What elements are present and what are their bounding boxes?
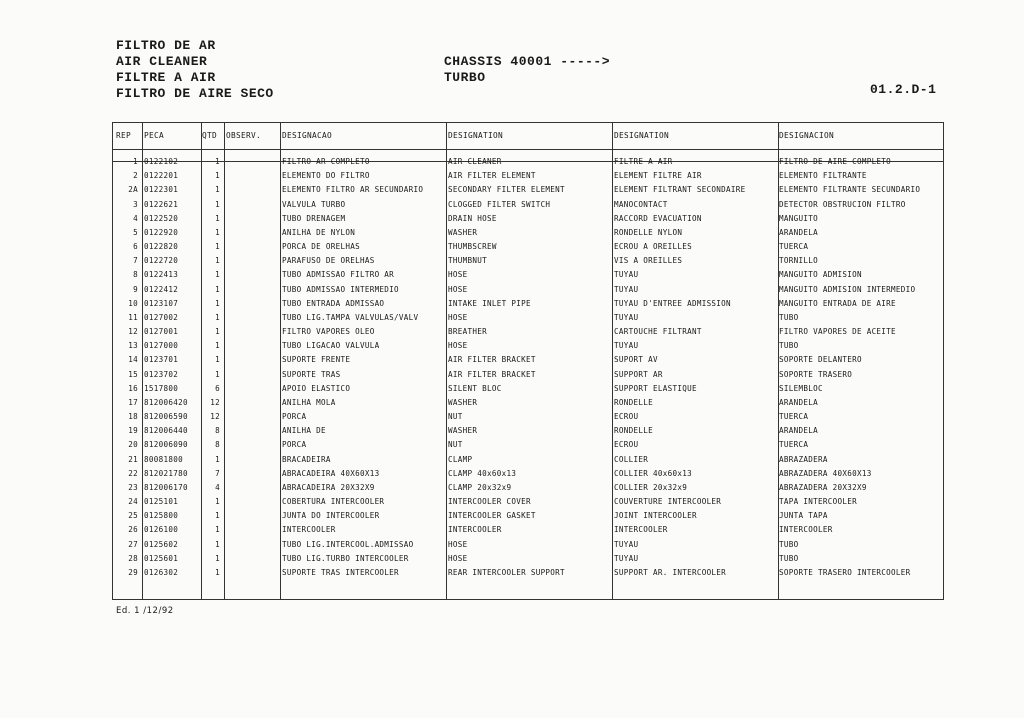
table-cell-qtd: 1 (215, 227, 220, 237)
table-cell-en: INTERCOOLER GASKET (448, 511, 536, 521)
table-cell-qtd: 1 (215, 454, 220, 464)
table-cell-es: MANGUITO ADMISION INTERMEDIO (779, 284, 916, 294)
table-cell-peca: 0122920 (144, 227, 179, 237)
table-cell-fr: ECROU A OREILLES (614, 242, 692, 252)
table-cell-fr: SUPPORT AR. INTERCOOLER (614, 567, 727, 577)
table-cell-en: THUMBNUT (448, 256, 487, 266)
table-cell-qtd: 6 (215, 383, 220, 393)
table-cell-rep: 16 (128, 383, 138, 393)
table-cell-peca: 0122621 (144, 199, 179, 209)
table-cell-pt: FILTRO VAPORES OLEO (282, 327, 375, 337)
table-cell-es: ABRAZADERA 40X60X13 (779, 468, 872, 478)
table-cell-qtd: 1 (215, 553, 220, 563)
table-cell-es: ARANDELA (779, 397, 818, 407)
table-cell-en: WASHER (448, 397, 478, 407)
table-cell-peca: 0122413 (144, 270, 179, 280)
table-cell-es: ELEMENTO FILTRANTE (779, 171, 867, 181)
table-cell-en: INTERCOOLER (448, 525, 502, 535)
table-cell-rep: 4 (133, 213, 138, 223)
parts-table (112, 122, 944, 600)
table-cell-pt: JUNTA DO INTERCOOLER (282, 511, 380, 521)
table-cell-en: NUT (448, 412, 463, 422)
table-cell-es: FILTRO VAPORES DE ACEITE (779, 327, 896, 337)
table-cell-es: SOPORTE TRASERO (779, 369, 853, 379)
title-spanish: FILTRO DE AIRE SECO (116, 86, 274, 101)
table-cell-es: MANGUITO ENTRADA DE AIRE (779, 298, 896, 308)
table-cell-es: TUBO (779, 539, 799, 549)
table-cell-es: JUNTA TAPA (779, 511, 828, 521)
table-cell-rep: 19 (128, 426, 138, 436)
table-cell-peca: 0123701 (144, 355, 179, 365)
table-cell-en: CLAMP 20x32x9 (448, 482, 512, 492)
title-portuguese: FILTRO DE AR (116, 38, 216, 53)
column-rule (142, 123, 143, 599)
chassis-block (444, 54, 610, 86)
table-cell-qtd: 1 (215, 185, 220, 195)
table-cell-en: HOSE (448, 270, 468, 280)
table-cell-fr: COUVERTURE INTERCOOLER (614, 497, 722, 507)
table-cell-es: TUERCA (779, 412, 809, 422)
table-cell-fr: ECROU (614, 440, 639, 450)
table-cell-rep: 13 (128, 341, 138, 351)
table-cell-qtd: 1 (215, 298, 220, 308)
table-cell-es: FILTRO DE AIRE COMPLETO (779, 157, 892, 166)
table-cell-pt: INTERCOOLER (282, 525, 336, 535)
table-cell-es: MANGUITO ADMISION (779, 270, 862, 280)
table-cell-rep: 8 (133, 270, 138, 280)
table-cell-pt: ANILHA DE (282, 426, 326, 436)
table-cell-fr: FILTRE A AIR (614, 157, 673, 166)
table-cell-peca: 0125602 (144, 539, 179, 549)
table-cell-pt: ABRACADEIRA 20X32X9 (282, 482, 375, 492)
table-cell-qtd: 1 (215, 171, 220, 181)
table-cell-fr: ECROU (614, 412, 639, 422)
table-cell-peca: 0125800 (144, 511, 179, 521)
table-cell-en: BREATHER (448, 327, 487, 337)
table-cell-peca: 0127002 (144, 312, 179, 322)
table-cell-pt: PARAFUSO DE ORELHAS (282, 256, 375, 266)
table-cell-en: WASHER (448, 227, 478, 237)
table-cell-pt: TUBO ENTRADA ADMISSAO (282, 298, 385, 308)
table-cell-peca: 812006170 (144, 482, 188, 492)
table-cell-es: TUERCA (779, 242, 809, 252)
table-cell-pt: ELEMENTO DO FILTRO (282, 171, 370, 181)
table-cell-en: HOSE (448, 341, 468, 351)
table-cell-pt: BRACADEIRA (282, 454, 331, 464)
table-cell-es: ELEMENTO FILTRANTE SECUNDARIO (779, 185, 921, 195)
table-cell-fr: ELEMENT FILTRANT SECONDAIRE (614, 185, 746, 195)
table-cell-pt: PORCA (282, 440, 307, 450)
table-cell-pt: APOIO ELASTICO (282, 383, 351, 393)
table-cell-qtd: 1 (215, 284, 220, 294)
table-cell-rep: 28 (128, 553, 138, 563)
table-cell-peca: 0125101 (144, 497, 179, 507)
table-cell-pt: TUBO LIG.INTERCOOL.ADMISSAO (282, 539, 414, 549)
table-cell-es: SOPORTE TRASERO INTERCOOLER (779, 567, 911, 577)
table-cell-fr: TUYAU (614, 312, 639, 322)
table-cell-pt: TUBO DRENAGEM (282, 213, 346, 223)
table-cell-peca: 812006420 (144, 397, 188, 407)
edition-date: Ed. 1 /12/92 (116, 606, 174, 616)
table-cell-peca: 0123107 (144, 298, 179, 308)
table-cell-fr: RONDELLE (614, 426, 653, 436)
table-cell-en: INTAKE INLET PIPE (448, 298, 531, 308)
column-rule (943, 123, 944, 599)
table-cell-en: CLOGGED FILTER SWITCH (448, 199, 551, 209)
column-header: DESIGNATION (448, 131, 503, 140)
table-cell-qtd: 1 (215, 312, 220, 322)
table-cell-rep: 11 (128, 312, 138, 322)
table-cell-pt: TUBO LIG.TAMPA VALVULAS/VALV (282, 312, 419, 322)
table-cell-peca: 0122820 (144, 242, 179, 252)
table-cell-qtd: 12 (210, 412, 220, 422)
table-cell-en: SILENT BLOC (448, 383, 502, 393)
table-cell-peca: 0122201 (144, 171, 179, 181)
table-cell-es: INTERCOOLER (779, 525, 833, 535)
table-cell-rep: 17 (128, 397, 138, 407)
table-cell-en: THUMBSCREW (448, 242, 497, 252)
table-cell-qtd: 1 (215, 242, 220, 252)
table-cell-fr: RACCORD EVACUATION (614, 213, 702, 223)
table-cell-en: SECONDARY FILTER ELEMENT (448, 185, 565, 195)
column-rule (112, 123, 113, 599)
table-cell-en: HOSE (448, 553, 468, 563)
table-cell-en: REAR INTERCOOLER SUPPORT (448, 567, 565, 577)
table-cell-peca: 812006090 (144, 440, 188, 450)
table-cell-qtd: 1 (215, 157, 220, 166)
table-cell-rep: 15 (128, 369, 138, 379)
table-cell-es: SILEMBLOC (779, 383, 823, 393)
table-cell-es: TUBO (779, 341, 799, 351)
table-cell-fr: ELEMENT FILTRE AIR (614, 171, 702, 181)
column-header: REP (116, 131, 131, 140)
table-cell-rep: 18 (128, 412, 138, 422)
column-header: DESIGNACION (779, 131, 834, 140)
table-cell-qtd: 8 (215, 440, 220, 450)
table-cell-es: TAPA INTERCOOLER (779, 497, 857, 507)
table-cell-en: AIR FILTER BRACKET (448, 369, 536, 379)
column-rule (224, 123, 225, 599)
column-rule (280, 123, 281, 599)
table-cell-es: TUBO (779, 553, 799, 563)
table-cell-fr: SUPORT AV (614, 355, 658, 365)
table-cell-rep: 23 (128, 482, 138, 492)
table-cell-fr: COLLIER 20x32x9 (614, 482, 688, 492)
table-cell-rep: 2A (128, 185, 138, 195)
table-cell-es: ARANDELA (779, 426, 818, 436)
table-cell-es: SOPORTE DELANTERO (779, 355, 862, 365)
table-cell-qtd: 1 (215, 270, 220, 280)
table-cell-pt: PORCA (282, 412, 307, 422)
table-cell-en: INTERCOOLER COVER (448, 497, 531, 507)
table-cell-rep: 26 (128, 525, 138, 535)
table-cell-peca: 0123702 (144, 369, 179, 379)
table-cell-rep: 1 (133, 157, 138, 166)
table-cell-qtd: 1 (215, 497, 220, 507)
table-cell-rep: 14 (128, 355, 138, 365)
table-cell-peca: 0127001 (144, 327, 179, 337)
table-cell-peca: 0122520 (144, 213, 179, 223)
table-cell-fr: RONDELLE (614, 397, 653, 407)
table-cell-rep: 20 (128, 440, 138, 450)
table-cell-qtd: 1 (215, 539, 220, 549)
table-cell-pt: TUBO LIGACAO VALVULA (282, 341, 380, 351)
table-cell-es: ABRAZADERA (779, 454, 828, 464)
table-cell-pt: FILTRO AR COMPLETO (282, 157, 370, 166)
table-cell-qtd: 1 (215, 213, 220, 223)
table-cell-qtd: 1 (215, 256, 220, 266)
table-cell-pt: COBERTURA INTERCOOLER (282, 497, 385, 507)
table-cell-peca: 0122301 (144, 185, 179, 195)
table-cell-fr: SUPPORT AR (614, 369, 663, 379)
table-cell-fr: COLLIER 40x60x13 (614, 468, 692, 478)
table-cell-pt: PORCA DE ORELHAS (282, 242, 360, 252)
table-cell-rep: 27 (128, 539, 138, 549)
table-cell-rep: 22 (128, 468, 138, 478)
table-cell-rep: 12 (128, 327, 138, 337)
table-cell-fr: SUPPORT ELASTIQUE (614, 383, 697, 393)
table-cell-pt: ANILHA MOLA (282, 397, 336, 407)
table-cell-fr: VIS A OREILLES (614, 256, 683, 266)
table-cell-en: HOSE (448, 284, 468, 294)
table-cell-rep: 9 (133, 284, 138, 294)
table-cell-es: ARANDELA (779, 227, 818, 237)
table-cell-qtd: 8 (215, 426, 220, 436)
chassis-range: CHASSIS 40001 -----> (444, 54, 611, 69)
table-cell-es: TUERCA (779, 440, 809, 450)
table-cell-qtd: 1 (215, 355, 220, 365)
table-cell-rep: 24 (128, 497, 138, 507)
table-cell-rep: 21 (128, 454, 138, 464)
table-cell-en: AIR FILTER BRACKET (448, 355, 536, 365)
table-cell-pt: TUBO LIG.TURBO INTERCOOLER (282, 553, 409, 563)
table-cell-fr: TUYAU (614, 539, 639, 549)
table-cell-fr: CARTOUCHE FILTRANT (614, 327, 702, 337)
table-cell-pt: TUBO ADMISSAO FILTRO AR (282, 270, 395, 280)
table-cell-fr: TUYAU (614, 553, 639, 563)
table-cell-pt: TUBO ADMISSAO INTERMEDIO (282, 284, 399, 294)
table-cell-pt: SUPORTE FRENTE (282, 355, 351, 365)
table-cell-fr: TUYAU (614, 284, 639, 294)
table-cell-es: TORNILLO (779, 256, 818, 266)
table-cell-rep: 2 (133, 171, 138, 181)
table-cell-pt: SUPORTE TRAS (282, 369, 341, 379)
table-cell-rep: 6 (133, 242, 138, 252)
table-cell-es: DETECTOR OBSTRUCION FILTRO (779, 199, 906, 209)
table-cell-pt: VALVULA TURBO (282, 199, 346, 209)
column-header: PECA (144, 131, 164, 140)
table-cell-pt: ELEMENTO FILTRO AR SECUNDARIO (282, 185, 424, 195)
table-cell-peca: 0122102 (144, 157, 179, 166)
column-rule (612, 123, 613, 599)
table-cell-peca: 0126302 (144, 567, 179, 577)
table-cell-en: HOSE (448, 539, 468, 549)
table-cell-fr: JOINT INTERCOOLER (614, 511, 697, 521)
table-cell-fr: TUYAU (614, 270, 639, 280)
table-cell-fr: TUYAU (614, 341, 639, 351)
table-cell-rep: 25 (128, 511, 138, 521)
table-cell-en: AIR FILTER ELEMENT (448, 171, 536, 181)
table-cell-fr: RONDELLE NYLON (614, 227, 683, 237)
table-cell-qtd: 1 (215, 567, 220, 577)
table-cell-rep: 10 (128, 298, 138, 308)
table-cell-qtd: 7 (215, 468, 220, 478)
column-header: DESIGNACAO (282, 131, 332, 140)
table-cell-rep: 7 (133, 256, 138, 266)
page-code: 01.2.D-1 (870, 82, 937, 97)
table-cell-qtd: 1 (215, 327, 220, 337)
table-cell-qtd: 1 (215, 341, 220, 351)
table-cell-fr: MANOCONTACT (614, 199, 668, 209)
table-cell-pt: ANILHA DE NYLON (282, 227, 356, 237)
table-cell-peca: 0122412 (144, 284, 179, 294)
table-cell-pt: SUPORTE TRAS INTERCOOLER (282, 567, 399, 577)
table-cell-peca: 1517800 (144, 383, 179, 393)
table-cell-peca: 0126100 (144, 525, 179, 535)
title-block (116, 38, 274, 102)
title-french: FILTRE A AIR (116, 70, 216, 85)
table-cell-es: TUBO (779, 312, 799, 322)
table-cell-peca: 812021780 (144, 468, 188, 478)
table-cell-es: MANGUITO (779, 213, 818, 223)
table-cell-qtd: 1 (215, 369, 220, 379)
table-cell-en: HOSE (448, 312, 468, 322)
table-cell-qtd: 1 (215, 199, 220, 209)
table-cell-rep: 3 (133, 199, 138, 209)
column-rule (446, 123, 447, 599)
table-cell-rep: 29 (128, 567, 138, 577)
table-cell-en: WASHER (448, 426, 478, 436)
title-english: AIR CLEANER (116, 54, 208, 69)
table-cell-peca: 0122720 (144, 256, 179, 266)
table-cell-qtd: 12 (210, 397, 220, 407)
table-cell-peca: 812006590 (144, 412, 188, 422)
table-cell-en: DRAIN HOSE (448, 213, 497, 223)
table-cell-qtd: 1 (215, 525, 220, 535)
table-cell-peca: 0125601 (144, 553, 179, 563)
table-cell-qtd: 4 (215, 482, 220, 492)
table-cell-peca: 80081800 (144, 454, 183, 464)
table-cell-fr: TUYAU D'ENTREE ADMISSION (614, 298, 731, 308)
column-header: QTD (202, 131, 217, 140)
header-rule (112, 149, 944, 150)
table-cell-en: CLAMP 40x60x13 (448, 468, 517, 478)
table-cell-en: NUT (448, 440, 463, 450)
table-cell-peca: 0127000 (144, 341, 179, 351)
table-cell-peca: 812006440 (144, 426, 188, 436)
table-cell-en: AIR CLEANER (448, 157, 502, 166)
table-cell-pt: ABRACADEIRA 40X60X13 (282, 468, 380, 478)
table-cell-fr: COLLIER (614, 454, 649, 464)
table-cell-es: ABRAZADERA 20X32X9 (779, 482, 867, 492)
table-cell-fr: INTERCOOLER (614, 525, 668, 535)
variant-label: TURBO (444, 70, 486, 85)
table-cell-rep: 5 (133, 227, 138, 237)
table-cell-en: CLAMP (448, 454, 473, 464)
column-header: OBSERV. (226, 131, 261, 140)
column-header: DESIGNATION (614, 131, 669, 140)
table-cell-qtd: 1 (215, 511, 220, 521)
